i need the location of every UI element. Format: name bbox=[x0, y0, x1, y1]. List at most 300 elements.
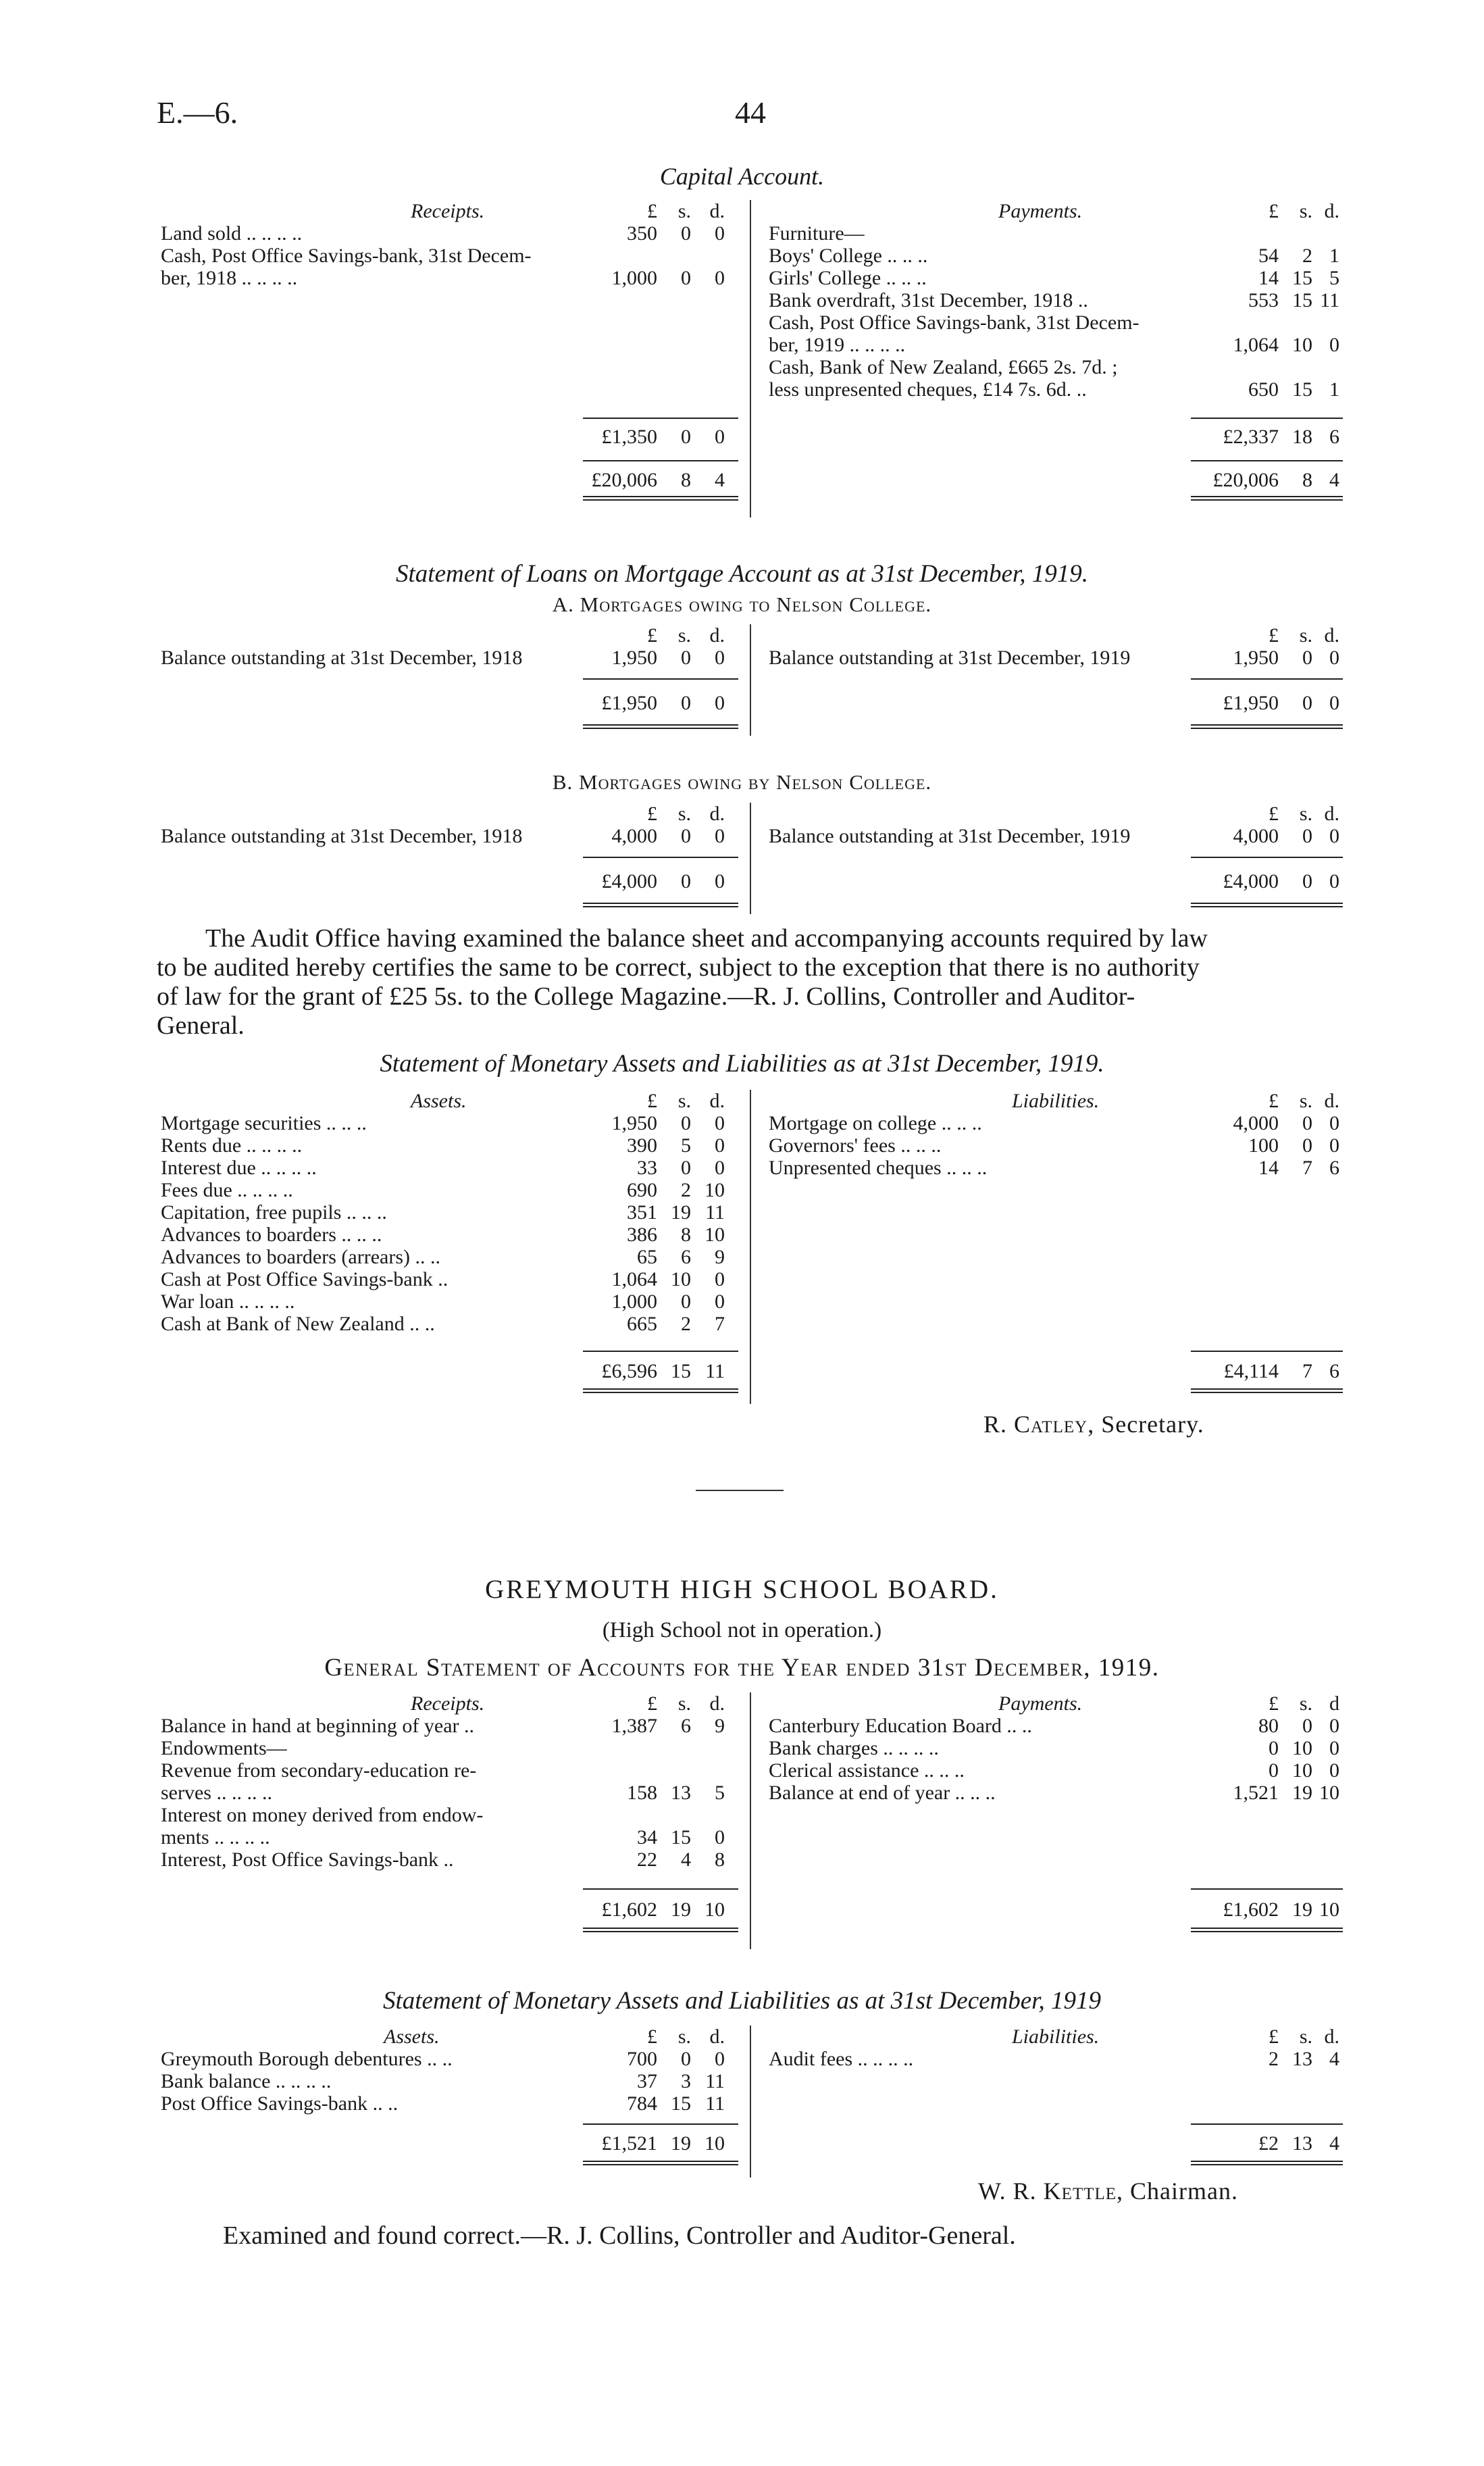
row-label: Rents due .. .. .. .. bbox=[161, 1134, 303, 1157]
payments-total-pence: 4 bbox=[1329, 469, 1339, 491]
pence-value: 9 bbox=[715, 1715, 725, 1737]
assets-total-pounds: £6,596 bbox=[601, 1360, 657, 1382]
double-rule bbox=[583, 1388, 738, 1393]
shillings: 0 bbox=[681, 825, 691, 847]
balance-1919-row bbox=[769, 647, 1343, 669]
pounds-value: 14 bbox=[1258, 267, 1279, 289]
shillings-value: 0 bbox=[681, 1157, 691, 1179]
liabilities-header-row bbox=[769, 1090, 1343, 1112]
receipts-column bbox=[161, 200, 738, 289]
pence: 0 bbox=[715, 870, 725, 892]
account-row bbox=[769, 334, 1343, 356]
pounds-head: £ bbox=[1269, 2025, 1279, 2048]
pence-value: 0 bbox=[715, 1112, 725, 1134]
signatory-title: , Chairman. bbox=[1117, 2178, 1239, 2205]
shillings-head: s. bbox=[1299, 1090, 1312, 1112]
currency-head-row bbox=[161, 624, 738, 647]
loans-title: Statement of Loans on Mortgage Account as at 31st December, 1919. bbox=[396, 560, 1088, 588]
page-number: 44 bbox=[735, 95, 766, 130]
row-label: Audit fees .. .. .. .. bbox=[769, 2048, 914, 2070]
pence: 0 bbox=[1329, 647, 1339, 669]
shillings-value: 8 bbox=[681, 1224, 691, 1246]
total-rule bbox=[1191, 857, 1343, 858]
account-row bbox=[161, 2048, 738, 2070]
receipts-total-row bbox=[161, 1898, 738, 1921]
pounds: 4,000 bbox=[1233, 825, 1279, 847]
payments-subtotal-pence: 6 bbox=[1329, 426, 1339, 448]
pounds-value: 1,064 bbox=[1233, 334, 1279, 356]
payments-total-shillings: 19 bbox=[1292, 1898, 1312, 1921]
pence: 0 bbox=[1329, 870, 1339, 892]
liabilities-column bbox=[769, 2025, 1343, 2070]
double-rule bbox=[1191, 496, 1343, 501]
row-label: Balance outstanding at 31st December, 1918 bbox=[161, 647, 523, 669]
pence-value: 0 bbox=[1329, 1759, 1339, 1782]
chairman-signature bbox=[978, 2177, 1238, 2205]
row-label: serves .. .. .. .. bbox=[161, 1782, 272, 1804]
pence: 0 bbox=[1329, 692, 1339, 714]
double-rule bbox=[1191, 1388, 1343, 1393]
assets-heading: Assets. bbox=[411, 1090, 467, 1112]
pence-value: 10 bbox=[1319, 1782, 1339, 1804]
double-rule bbox=[583, 1928, 738, 1932]
pounds-value: 100 bbox=[1248, 1134, 1279, 1157]
row-label: Cash, Bank of New Zealand, £665 2s. 7d. ; bbox=[769, 356, 1118, 378]
pounds-value: 351 bbox=[627, 1201, 657, 1224]
pounds-value: 14 bbox=[1258, 1157, 1279, 1179]
pence-head: d. bbox=[709, 1090, 725, 1112]
shillings-value: 13 bbox=[1292, 2048, 1312, 2070]
pounds-value: 1,000 bbox=[611, 267, 657, 289]
row-label: Girls' College .. .. .. bbox=[769, 267, 927, 289]
greymouth-assets-title: Statement of Monetary Assets and Liabilities as at 31st December, 1919 bbox=[383, 1987, 1101, 2015]
pence-value: 1 bbox=[1329, 378, 1339, 401]
pounds-value: 553 bbox=[1248, 289, 1279, 311]
row-label: Cash at Bank of New Zealand .. .. bbox=[161, 1313, 435, 1335]
total-rule bbox=[1191, 678, 1343, 680]
shillings-value: 19 bbox=[671, 1201, 691, 1224]
pounds-head: £ bbox=[647, 2025, 657, 2048]
subtotal-rule bbox=[583, 418, 738, 419]
pounds-value: 650 bbox=[1248, 378, 1279, 401]
shillings-value: 10 bbox=[1292, 334, 1312, 356]
column-divider bbox=[750, 1692, 751, 1949]
pounds-value: 700 bbox=[627, 2048, 657, 2070]
signatory-name: R. Catley bbox=[983, 1411, 1088, 1438]
payments-total-row bbox=[769, 469, 1343, 491]
liabilities-total-row bbox=[769, 1360, 1343, 1382]
shillings-value: 15 bbox=[1292, 378, 1312, 401]
pence-head: d. bbox=[709, 803, 725, 825]
payments-subtotal-shillings: 18 bbox=[1292, 426, 1312, 448]
receipts-heading: Receipts. bbox=[411, 1692, 485, 1715]
right-total-row bbox=[769, 692, 1343, 714]
receipts-subtotal-shillings: 0 bbox=[681, 426, 691, 448]
total-rule bbox=[583, 460, 738, 461]
pence-value: 7 bbox=[715, 1313, 725, 1335]
pounds-head: £ bbox=[647, 1692, 657, 1715]
row-label: ments .. .. .. .. bbox=[161, 1826, 270, 1848]
row-label: Land sold .. .. .. .. bbox=[161, 222, 303, 245]
account-row bbox=[161, 1157, 738, 1179]
pence-value: 0 bbox=[715, 1157, 725, 1179]
pence-value: 0 bbox=[1329, 1715, 1339, 1737]
pounds-head: £ bbox=[647, 200, 657, 222]
left-total-row bbox=[161, 870, 738, 892]
section-a-title: A. Mortgages owing to Nelson College. bbox=[552, 593, 932, 616]
pounds-value: 158 bbox=[627, 1782, 657, 1804]
shillings-head: s. bbox=[677, 1090, 691, 1112]
receipts-total-pounds: £1,602 bbox=[601, 1898, 657, 1921]
pence-value: 10 bbox=[705, 1179, 725, 1201]
row-label: Furniture— bbox=[769, 222, 865, 245]
row-label: Capitation, free pupils .. .. .. bbox=[161, 1201, 387, 1224]
pence: 0 bbox=[715, 692, 725, 714]
payments-column bbox=[769, 200, 1343, 401]
liabilities-heading: Liabilities. bbox=[1012, 1090, 1100, 1112]
row-label: Bank balance .. .. .. .. bbox=[161, 2070, 332, 2092]
receipts-column bbox=[161, 1692, 738, 1871]
total-rule bbox=[583, 2123, 738, 2125]
row-label: Balance outstanding at 31st December, 1919 bbox=[769, 647, 1131, 669]
shillings-value: 0 bbox=[1302, 1134, 1312, 1157]
payments-total-shillings: 8 bbox=[1302, 469, 1312, 491]
pounds: 1,950 bbox=[611, 647, 657, 669]
shillings-head: s. bbox=[677, 624, 691, 647]
pence-value: 11 bbox=[705, 1201, 725, 1224]
row-label: Balance outstanding at 31st December, 1919 bbox=[769, 825, 1131, 847]
currency-head-row bbox=[769, 803, 1343, 825]
double-rule bbox=[583, 903, 738, 907]
pounds-value: 54 bbox=[1258, 245, 1279, 267]
greymouth-assets-table bbox=[161, 2025, 1343, 2181]
double-rule bbox=[1191, 903, 1343, 907]
row-label: Balance at end of year .. .. .. bbox=[769, 1782, 996, 1804]
pence-value: 0 bbox=[715, 267, 725, 289]
total-rule bbox=[1191, 1888, 1343, 1890]
shillings-value: 7 bbox=[1302, 1157, 1312, 1179]
pence-value: 4 bbox=[1329, 2048, 1339, 2070]
pence-value: 11 bbox=[705, 2070, 725, 2092]
account-row bbox=[769, 1737, 1343, 1759]
pence: 0 bbox=[715, 647, 725, 669]
greymouth-board-title: GREYMOUTH HIGH SCHOOL BOARD. bbox=[485, 1575, 999, 1604]
shillings-head: s. bbox=[1299, 803, 1312, 825]
shillings-value: 0 bbox=[681, 1290, 691, 1313]
shillings: 0 bbox=[681, 692, 691, 714]
shillings: 0 bbox=[681, 647, 691, 669]
pounds: £4,000 bbox=[1223, 870, 1279, 892]
assets-total-pence: 11 bbox=[705, 1360, 725, 1382]
pounds-value: 65 bbox=[637, 1246, 657, 1268]
assets-total-pounds: £1,521 bbox=[601, 2132, 657, 2155]
liabilities-total-shillings: 13 bbox=[1292, 2132, 1312, 2155]
payments-total-pounds: £20,006 bbox=[1212, 469, 1279, 491]
row-label: Mortgage on college .. .. .. bbox=[769, 1112, 982, 1134]
liabilities-rows bbox=[769, 2048, 1343, 2070]
account-row bbox=[769, 1782, 1343, 1804]
pounds-head: £ bbox=[1269, 1692, 1279, 1715]
shillings-value: 15 bbox=[1292, 267, 1312, 289]
shillings-value: 10 bbox=[671, 1268, 691, 1290]
pence-value: 10 bbox=[705, 1224, 725, 1246]
column-divider bbox=[750, 803, 751, 914]
receipts-subtotal-pence: 0 bbox=[715, 426, 725, 448]
payments-total-pence: 10 bbox=[1319, 1898, 1339, 1921]
greymouth-note: (High School not in operation.) bbox=[602, 1618, 882, 1642]
shillings-value: 0 bbox=[681, 1112, 691, 1134]
pence-value: 5 bbox=[1329, 267, 1339, 289]
audit-certificate bbox=[157, 924, 1340, 1040]
pence-value: 0 bbox=[715, 1134, 725, 1157]
double-rule bbox=[583, 496, 738, 501]
shillings: 0 bbox=[1302, 825, 1312, 847]
row-label: Interest on money derived from endow- bbox=[161, 1804, 484, 1826]
assets-rows bbox=[161, 1112, 738, 1335]
pence-head: d. bbox=[709, 200, 725, 222]
nelson-assets-title: Statement of Monetary Assets and Liabilities as at 31st December, 1919. bbox=[380, 1050, 1104, 1078]
liabilities-total-pence: 4 bbox=[1329, 2132, 1339, 2155]
pounds-head: £ bbox=[1269, 624, 1279, 647]
row-label: Bank charges .. .. .. .. bbox=[769, 1737, 939, 1759]
pounds-head: £ bbox=[1269, 200, 1279, 222]
row-label: Canterbury Education Board .. .. bbox=[769, 1715, 1032, 1737]
nelson-assets-table bbox=[161, 1090, 1343, 1407]
shillings-value: 3 bbox=[681, 2070, 691, 2092]
payments-column bbox=[769, 1692, 1343, 1804]
shillings-value: 6 bbox=[681, 1246, 691, 1268]
section-b-title: B. Mortgages owing by Nelson College. bbox=[552, 770, 932, 794]
pence-value: 5 bbox=[715, 1782, 725, 1804]
column-divider bbox=[750, 624, 751, 736]
pounds-value: 665 bbox=[627, 1313, 657, 1335]
row-label: Balance in hand at beginning of year .. bbox=[161, 1715, 475, 1737]
payments-heading: Payments. bbox=[998, 1692, 1083, 1715]
pounds-value: 1,521 bbox=[1233, 1782, 1279, 1804]
payments-header-row bbox=[769, 200, 1343, 222]
audit-line: General. bbox=[157, 1011, 245, 1040]
account-row bbox=[161, 1313, 738, 1335]
shillings-head: s. bbox=[1299, 200, 1312, 222]
pounds-value: 80 bbox=[1258, 1715, 1279, 1737]
right-total-row bbox=[769, 870, 1343, 892]
row-label: Fees due .. .. .. .. bbox=[161, 1179, 293, 1201]
pounds: £1,950 bbox=[601, 692, 657, 714]
shillings-value: 2 bbox=[681, 1179, 691, 1201]
audit-line: of law for the grant of £25 5s. to the College Magazine.—R. J. Collins, Controller and Auditor- bbox=[157, 982, 1135, 1011]
receipts-subtotal-row bbox=[161, 426, 738, 448]
total-rule bbox=[583, 678, 738, 680]
pounds-value: 690 bbox=[627, 1179, 657, 1201]
assets-header-row bbox=[161, 1090, 738, 1112]
pence-value: 11 bbox=[1320, 289, 1339, 311]
liabilities-total-shillings: 7 bbox=[1302, 1360, 1312, 1382]
total-rule bbox=[583, 1888, 738, 1890]
account-row bbox=[161, 1737, 738, 1759]
pence-value: 11 bbox=[705, 2092, 725, 2115]
liabilities-total-row bbox=[769, 2132, 1343, 2155]
account-row bbox=[769, 1715, 1343, 1737]
signatory-name: W. R. Kettle bbox=[978, 2178, 1117, 2205]
shillings-value: 0 bbox=[1302, 1715, 1312, 1737]
account-row bbox=[161, 245, 738, 267]
account-row bbox=[161, 1268, 738, 1290]
pence: 0 bbox=[715, 825, 725, 847]
row-label: Bank overdraft, 31st December, 1918 .. bbox=[769, 289, 1088, 311]
shillings-value: 13 bbox=[671, 1782, 691, 1804]
balance-1919-row bbox=[769, 825, 1343, 847]
row-label: Cash at Post Office Savings-bank .. bbox=[161, 1268, 449, 1290]
shillings-value: 5 bbox=[681, 1134, 691, 1157]
currency-head-row bbox=[769, 624, 1343, 647]
pounds-head: £ bbox=[647, 1090, 657, 1112]
assets-total-row bbox=[161, 1360, 738, 1382]
pounds-value: 22 bbox=[637, 1848, 657, 1871]
pounds-head: £ bbox=[1269, 803, 1279, 825]
pence-head: d. bbox=[1324, 1090, 1339, 1112]
pence-value: 0 bbox=[715, 1826, 725, 1848]
account-row bbox=[769, 267, 1343, 289]
shillings-value: 2 bbox=[1302, 245, 1312, 267]
payments-total-pounds: £1,602 bbox=[1223, 1898, 1279, 1921]
balance-1918-row bbox=[161, 825, 738, 847]
shillings-value: 0 bbox=[681, 267, 691, 289]
row-label: less unpresented cheques, £14 7s. 6d. .. bbox=[769, 378, 1087, 401]
receipts-header-row bbox=[161, 1692, 738, 1715]
receipts-total-shillings: 19 bbox=[671, 1898, 691, 1921]
account-row bbox=[769, 289, 1343, 311]
pence-value: 0 bbox=[715, 1290, 725, 1313]
liabilities-heading: Liabilities. bbox=[1012, 2025, 1100, 2048]
pounds-value: 2 bbox=[1269, 2048, 1279, 2070]
shillings-value: 2 bbox=[681, 1313, 691, 1335]
assets-header-row bbox=[161, 2025, 738, 2048]
account-row bbox=[769, 2048, 1343, 2070]
shillings: 0 bbox=[1302, 692, 1312, 714]
row-label: War loan .. .. .. .. bbox=[161, 1290, 295, 1313]
pounds-head: £ bbox=[1269, 1090, 1279, 1112]
pounds-value: 350 bbox=[627, 222, 657, 245]
row-label: ber, 1919 .. .. .. .. bbox=[769, 334, 906, 356]
pence-value: 8 bbox=[715, 1848, 725, 1871]
pounds-value: 1,000 bbox=[611, 1290, 657, 1313]
account-row bbox=[161, 1290, 738, 1313]
pence-head: d. bbox=[709, 2025, 725, 2048]
pence-value: 1 bbox=[1329, 245, 1339, 267]
payments-total-row bbox=[769, 1898, 1343, 1921]
account-row bbox=[769, 356, 1343, 378]
row-label: Boys' College .. .. .. bbox=[769, 245, 928, 267]
pence-value: 0 bbox=[1329, 1112, 1339, 1134]
account-row bbox=[161, 1201, 738, 1224]
assets-rows bbox=[161, 2048, 738, 2115]
row-label: Cash, Post Office Savings-bank, 31st Decem- bbox=[161, 245, 532, 267]
total-rule bbox=[1191, 1351, 1343, 1352]
mortgages-owing-by-table bbox=[161, 803, 1343, 917]
capital-account-title: Capital Account. bbox=[659, 163, 825, 190]
audit-line: to be audited hereby certifies the same to be correct, subject to the exception that there is no authority bbox=[157, 953, 1200, 982]
payments-rows bbox=[769, 222, 1343, 401]
total-rule bbox=[583, 857, 738, 858]
pence-head: d. bbox=[1324, 200, 1339, 222]
section-reference: E.—6. bbox=[157, 95, 238, 130]
receipts-total-pence: 10 bbox=[705, 1898, 725, 1921]
account-row bbox=[161, 1804, 738, 1826]
shillings: 0 bbox=[681, 870, 691, 892]
pence-value: 0 bbox=[1329, 1134, 1339, 1157]
greymouth-examined-note: Examined and found correct.—R. J. Collins, Controller and Auditor-General. bbox=[223, 2221, 1016, 2250]
row-label: Greymouth Borough debentures .. .. bbox=[161, 2048, 453, 2070]
balance-1918-row bbox=[161, 647, 738, 669]
account-row bbox=[161, 2092, 738, 2115]
row-label: Unpresented cheques .. .. .. bbox=[769, 1157, 988, 1179]
secretary-signature bbox=[983, 1410, 1204, 1438]
row-label: Clerical assistance .. .. .. bbox=[769, 1759, 965, 1782]
shillings-value: 15 bbox=[1292, 289, 1312, 311]
account-row bbox=[161, 1826, 738, 1848]
assets-total-shillings: 15 bbox=[671, 1360, 691, 1382]
shillings-value: 0 bbox=[681, 222, 691, 245]
assets-column bbox=[161, 1090, 738, 1335]
row-label: Endowments— bbox=[161, 1737, 287, 1759]
pounds-value: 1,950 bbox=[611, 1112, 657, 1134]
section-separator bbox=[696, 1490, 784, 1491]
liabilities-total-pounds: £2 bbox=[1258, 2132, 1279, 2155]
shillings-head: s. bbox=[1299, 1692, 1312, 1715]
account-row bbox=[769, 378, 1343, 401]
payments-heading: Payments. bbox=[998, 200, 1083, 222]
pounds: £1,950 bbox=[1223, 692, 1279, 714]
receipts-heading: Receipts. bbox=[411, 200, 485, 222]
signatory-title: , Secretary. bbox=[1088, 1411, 1204, 1438]
capital-account-table bbox=[161, 200, 1343, 518]
shillings-head: s. bbox=[1299, 624, 1312, 647]
shillings-value: 19 bbox=[1292, 1782, 1312, 1804]
receipts-rows bbox=[161, 1715, 738, 1871]
receipts-header-row bbox=[161, 200, 738, 222]
pounds-value: 784 bbox=[627, 2092, 657, 2115]
assets-heading: Assets. bbox=[384, 2025, 440, 2048]
subtotal-rule bbox=[1191, 418, 1343, 419]
pence-head: d. bbox=[1324, 624, 1339, 647]
account-row bbox=[161, 1715, 738, 1737]
account-row bbox=[161, 222, 738, 245]
pence-value: 0 bbox=[1329, 334, 1339, 356]
greymouth-accounts-table bbox=[161, 1692, 1343, 1953]
row-label: Post Office Savings-bank .. .. bbox=[161, 2092, 399, 2115]
column-divider bbox=[750, 2025, 751, 2178]
pounds: 1,950 bbox=[1233, 647, 1279, 669]
double-rule bbox=[583, 2161, 738, 2165]
account-row bbox=[161, 1112, 738, 1134]
receipts-total-shillings: 8 bbox=[681, 469, 691, 491]
row-label: Advances to boarders (arrears) .. .. bbox=[161, 1246, 440, 1268]
row-label: Governors' fees .. .. .. bbox=[769, 1134, 942, 1157]
total-rule bbox=[583, 1351, 738, 1352]
pounds-value: 37 bbox=[637, 2070, 657, 2092]
account-row bbox=[161, 1246, 738, 1268]
pence-head: d. bbox=[1324, 2025, 1339, 2048]
row-label: ber, 1918 .. .. .. .. bbox=[161, 267, 298, 289]
audit-line: The Audit Office having examined the balance sheet and accompanying accounts required by law bbox=[205, 924, 1208, 953]
liabilities-column bbox=[769, 1090, 1343, 1179]
shillings-value: 0 bbox=[681, 2048, 691, 2070]
pounds-value: 33 bbox=[637, 1157, 657, 1179]
shillings-value: 10 bbox=[1292, 1759, 1312, 1782]
shillings-head: s. bbox=[1299, 2025, 1312, 2048]
account-row bbox=[769, 1759, 1343, 1782]
liabilities-total-pence: 6 bbox=[1329, 1360, 1339, 1382]
